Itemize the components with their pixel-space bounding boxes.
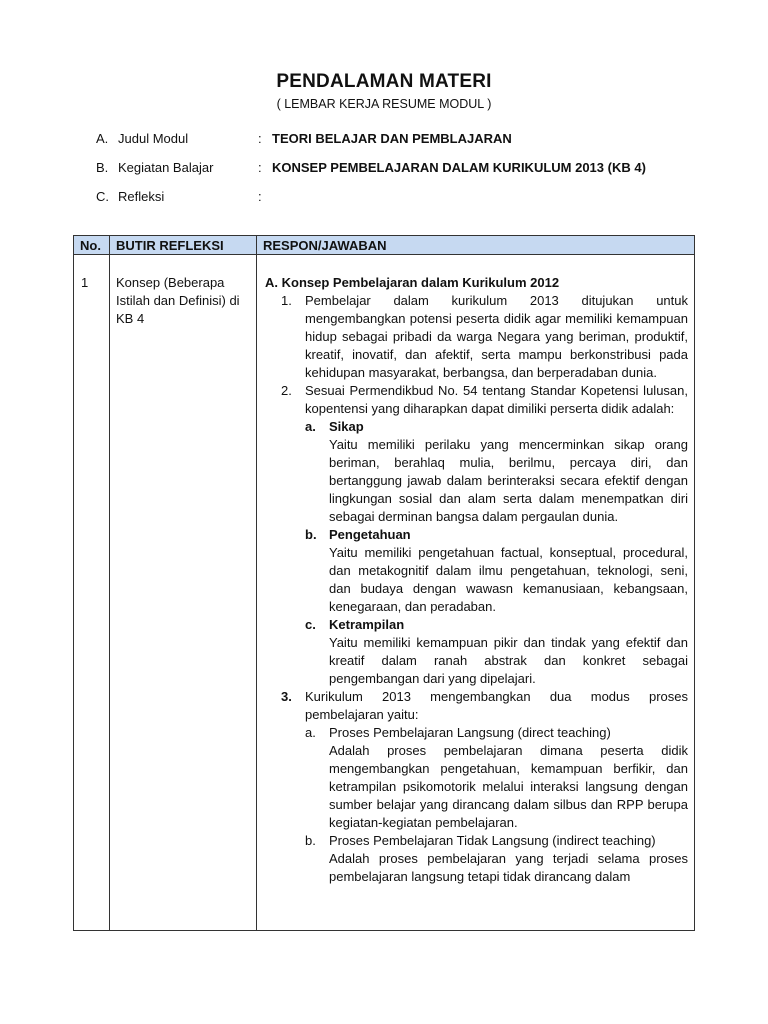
meta-value: KONSEP PEMBELAJARAN DALAM KURIKULUM 2013 (KB 4): [272, 160, 646, 175]
item-text: Pembelajar dalam kurikulum 2013 ditujukan untuk mengembangkan potensi peserta didik agar memiliki kemampuan hidup sebagai pribadi da warga Negara yang beriman, produktif, kreatif, inovatif, dan afektif, serta mampu berkonstribusi pada kehidupan masyarakat, berbangsa, dan berperadaban dunia.: [305, 293, 688, 380]
sub-item-text: Adalah proses pembelajaran yang terjadi selama proses pembelajaran langsung tetapi tidak dirancang dalam: [329, 851, 688, 884]
item-number: 1.: [281, 293, 292, 308]
respon-content: [263, 274, 688, 930]
sub-item: [305, 616, 688, 688]
sub-item-letter: a.: [305, 419, 316, 434]
sub-item-heading: Pengetahuan: [329, 527, 411, 542]
sub-item: [305, 724, 688, 832]
sub-item-letter: a.: [305, 725, 316, 740]
meta-colon: :: [258, 160, 262, 175]
sub-item-letter: b.: [305, 527, 317, 542]
sub-item-text: Yaitu memiliki pengetahuan factual, konseptual, procedural, dan metakognitif dalam ilmu pengetahuan, teknologi, seni, dan budaya dengan wawasn kemanusiaan, kebangsaan, kenegaraan, dan peradaban.: [329, 545, 688, 614]
sub-item-heading: Proses Pembelajaran Langsung (direct teaching): [329, 725, 611, 740]
sub-item-heading: Ketrampilan: [329, 617, 405, 632]
meta-label: Judul Modul: [118, 131, 189, 146]
sub-item-letter: c.: [305, 617, 316, 632]
list-item: [263, 292, 688, 382]
section-heading: A. Konsep Pembelajaran dalam Kurikulum 2012: [265, 275, 560, 290]
sub-item-text: Yaitu memiliki perilaku yang mencerminkan sikap orang beriman, berahlaq mulia, berilmu, percaya diri, dan bertanggung jawab dalam berinteraksi secara efektif dengan lingkungan sosial dan alam serta dalam menempatkan diri sebagai derminan bangsa dalam pergaulan dunia.: [329, 437, 688, 524]
butir-refleksi-cell: Konsep (Beberapa Istilah dan Definisi) di KB 4: [110, 255, 257, 931]
list-item: [263, 688, 688, 886]
meta-letter: B.: [96, 160, 109, 175]
table-row: [74, 255, 695, 931]
sub-item-letter: b.: [305, 833, 316, 848]
meta-label: Kegiatan Balajar: [118, 160, 214, 175]
meta-colon: :: [258, 131, 262, 146]
item-text: Sesuai Permendikbud No. 54 tentang Standar Kopetensi lulusan, kopentensi yang diharapkan dapat dimiliki perserta didik adalah:: [305, 383, 688, 416]
item-number: 3.: [281, 689, 292, 704]
sub-item-heading: Sikap: [329, 419, 364, 434]
page-title: PENDALAMAN MATERI: [276, 71, 492, 92]
header-respon-jawaban: RESPON/JAWABAN: [257, 236, 695, 255]
item-text: Kurikulum 2013 mengembangkan dua modus proses pembelajaran yaitu:: [305, 689, 688, 722]
meta-letter: C.: [96, 189, 109, 204]
sub-item-heading: Proses Pembelajaran Tidak Langsung (indirect teaching): [329, 833, 656, 848]
meta-value: TEORI BELAJAR DAN PEMBLAJARAN: [272, 131, 512, 146]
row-number: 1: [74, 255, 110, 931]
header-no: No.: [74, 236, 110, 255]
meta-label: Refleksi: [118, 189, 165, 204]
reflection-table: [73, 235, 695, 931]
page-subtitle: ( LEMBAR KERJA RESUME MODUL ): [276, 97, 492, 111]
item-number: 2.: [281, 383, 292, 398]
meta-colon: :: [258, 189, 262, 204]
sub-item-text: Yaitu memiliki kemampuan pikir dan tindak yang efektif dan kreatif dalam ranah abstrak dan konkret sebagai pengembangan dari yang dipelajari.: [329, 635, 688, 686]
respon-cell: [257, 255, 695, 931]
sub-item-text: Adalah proses pembelajaran dimana peserta didik mengembangkan pengetahuan, kemampuan berfikir, dan ketrampilan psikomotorik melalui interaksi langsung dengan sumber belajar yang dirancang dalam silbus dan RPP berupa kegiatan-kegiatan pembelajaran.: [329, 743, 688, 830]
sub-item: [305, 832, 688, 886]
table-header-row: [74, 236, 695, 255]
sub-item: [305, 526, 688, 616]
header-butir-refleksi: BUTIR REFLEKSI: [110, 236, 257, 255]
list-item: [263, 382, 688, 688]
meta-letter: A.: [96, 131, 109, 146]
sub-item: [305, 418, 688, 526]
